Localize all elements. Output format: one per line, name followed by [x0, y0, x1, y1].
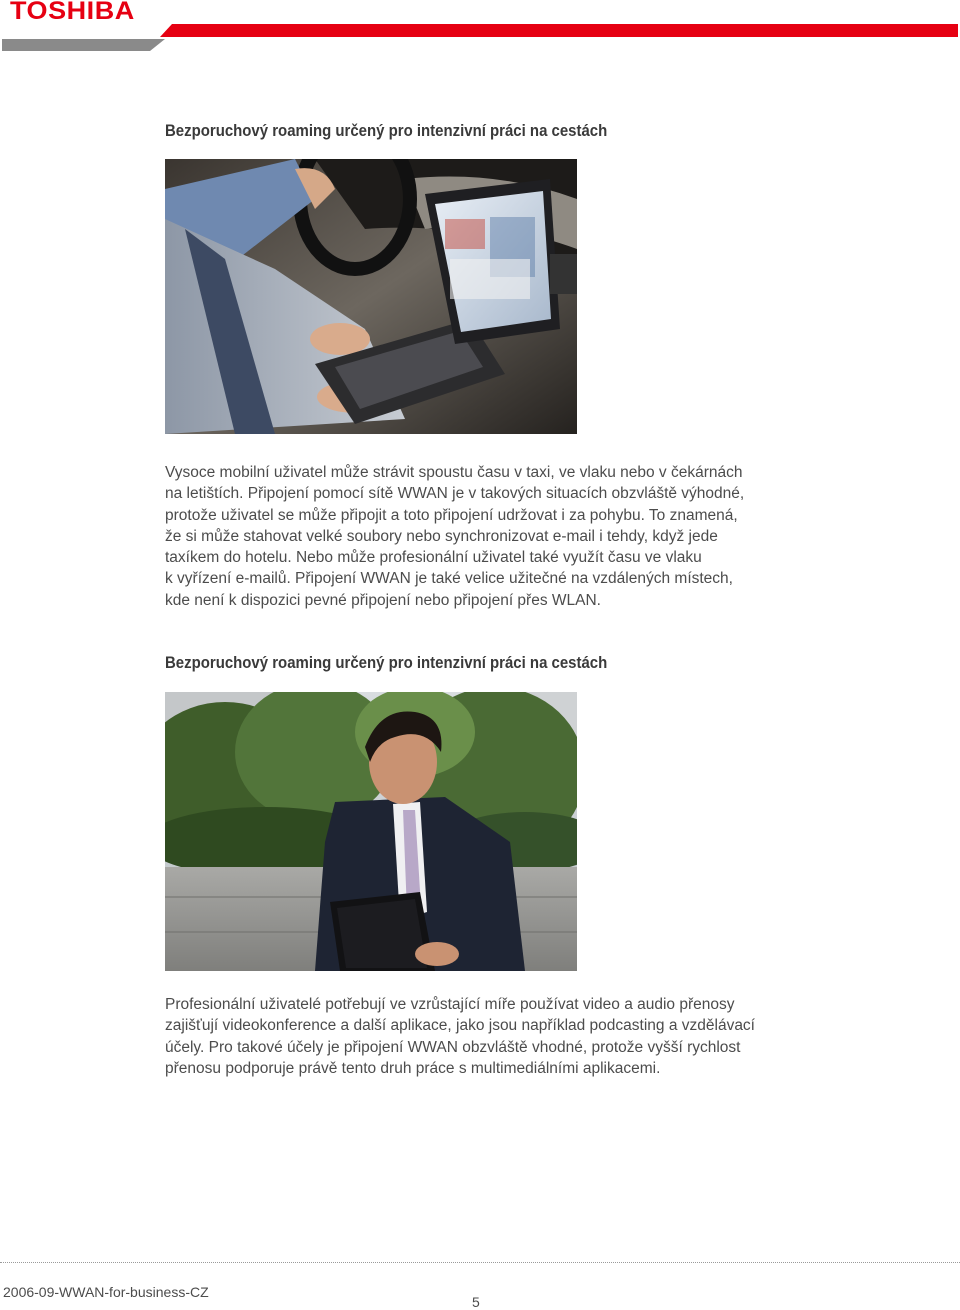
header-band-gray: [2, 39, 165, 51]
paragraph-line: Profesionální uživatelé potřebují ve vzrůstající míře používat video a audio přenosy: [165, 996, 735, 1013]
page-number: 5: [472, 1294, 480, 1310]
paragraph-line: na letištích. Připojení pomocí sítě WWAN je v takových situacích obzvláště výhodné,: [165, 485, 745, 503]
footer-divider: [0, 1262, 960, 1263]
toshiba-logo: TOSHIBA: [10, 0, 135, 25]
paragraph-line: zajišťují videokonference a další aplikace, jako jsou například podcasting a vzdělávací: [165, 1017, 755, 1035]
footer-document-id: 2006-09-WWAN-for-business-CZ: [3, 1284, 209, 1300]
paragraph-line: protože uživatel se může připojit a toto připojení udržovat i za pohybu. To znamená,: [165, 506, 738, 524]
paragraph-line: Vysoce mobilní uživatel může strávit spoustu času v taxi, ve vlaku nebo v čekárnách: [165, 464, 743, 481]
paragraph-line: kde není k dispozici pevné připojení nebo připojení přes WLAN.: [165, 591, 601, 609]
section-heading-2: Bezporuchový roaming určený pro intenzivní práci na cestách: [165, 653, 608, 672]
section-heading-1: Bezporuchový roaming určený pro intenzivní práci na cestách: [165, 121, 608, 140]
paragraph-line: účely. Pro takové účely je připojení WWAN obzvláště vhodné, protože vyšší rychlost: [165, 1038, 741, 1056]
header-band: [0, 24, 960, 54]
section-paragraph-2: [165, 994, 805, 1079]
paragraph-line: k vyřízení e-mailů. Připojení WWAN je také velice užitečné na vzdálených místech,: [165, 570, 733, 588]
header-band-red: [160, 24, 958, 37]
photo-outdoor-laptop: [165, 692, 577, 971]
paragraph-line: přenosu podporuje právě tento druh práce s multimediálními aplikacemi.: [165, 1059, 661, 1077]
section-paragraph-1: [165, 462, 805, 611]
paragraph-line: že si může stahovat velké soubory nebo synchronizovat e-mail i tehdy, když jede: [165, 527, 718, 545]
paragraph-line: taxíkem do hotelu. Nebo může profesionální uživatel také využít času ve vlaku: [165, 549, 702, 567]
photo-car-laptop: [165, 159, 577, 434]
